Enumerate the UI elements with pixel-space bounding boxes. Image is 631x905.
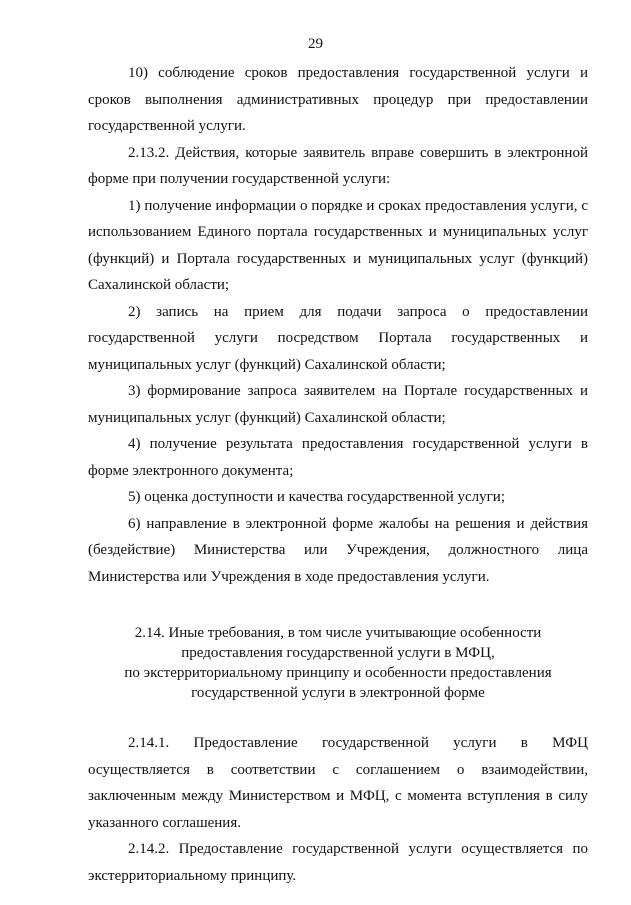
document-body bbox=[88, 60, 588, 889]
heading-line: предоставления государственной услуги в МФЦ, bbox=[181, 645, 495, 661]
heading-line: 2.14. Иные требования, в том числе учитывающие особенности bbox=[134, 625, 542, 641]
paragraph-item-6: 6) направление в электронной форме жалобы на решения и действия (бездействие) Министерства или Учреждения, должностного лица Министерства или Учреждения в ходе предоставления услуги. bbox=[88, 515, 588, 585]
heading-line: по экстерриториальному принципу и особенности предоставления bbox=[124, 665, 552, 681]
paragraph-item-1: 1) получение информации о порядке и сроках предоставления услуги, с использованием Единого портала государственных и муниципальных услуг (функций) и Портала государственных и муниципальных услуг (функций) Сахалинской области; bbox=[88, 197, 588, 293]
paragraph-2-14-2: 2.14.2. Предоставление государственной услуги осуществляется по экстерриториальному принципу. bbox=[88, 841, 588, 884]
paragraph-item-3: 3) формирование запроса заявителем на Портале государственных и муниципальных услуг (функций) Сахалинской области; bbox=[88, 383, 588, 426]
paragraph-2-13-2: 2.13.2. Действия, которые заявитель вправе совершить в электронной форме при получении государственной услуги: bbox=[88, 144, 588, 187]
paragraph-item-5: 5) оценка доступности и качества государственной услуги; bbox=[128, 489, 505, 505]
paragraph-2-14-1: 2.14.1. Предоставление государственной услуги в МФЦ осуществляется в соответствии с соглашением о взаимодействии, заключенным между Министерством и МФЦ, с момента вступления в силу указанного соглашения. bbox=[88, 735, 588, 831]
paragraph-item-4: 4) получение результата предоставления государственной услуги в форме электронного документа; bbox=[88, 436, 588, 479]
section-heading-2-14 bbox=[88, 623, 588, 703]
paragraph-item-2: 2) запись на прием для подачи запроса о предоставлении государственной услуги посредством Портала государственных и муниципальных услуг (функций) Сахалинской области; bbox=[88, 303, 588, 373]
heading-line: государственной услуги в электронной форме bbox=[191, 685, 485, 701]
page-number: 29 bbox=[308, 36, 323, 52]
paragraph-item-10: 10) соблюдение сроков предоставления государственной услуги и сроков выполнения административных процедур при предоставлении государственной услуги. bbox=[88, 65, 588, 134]
